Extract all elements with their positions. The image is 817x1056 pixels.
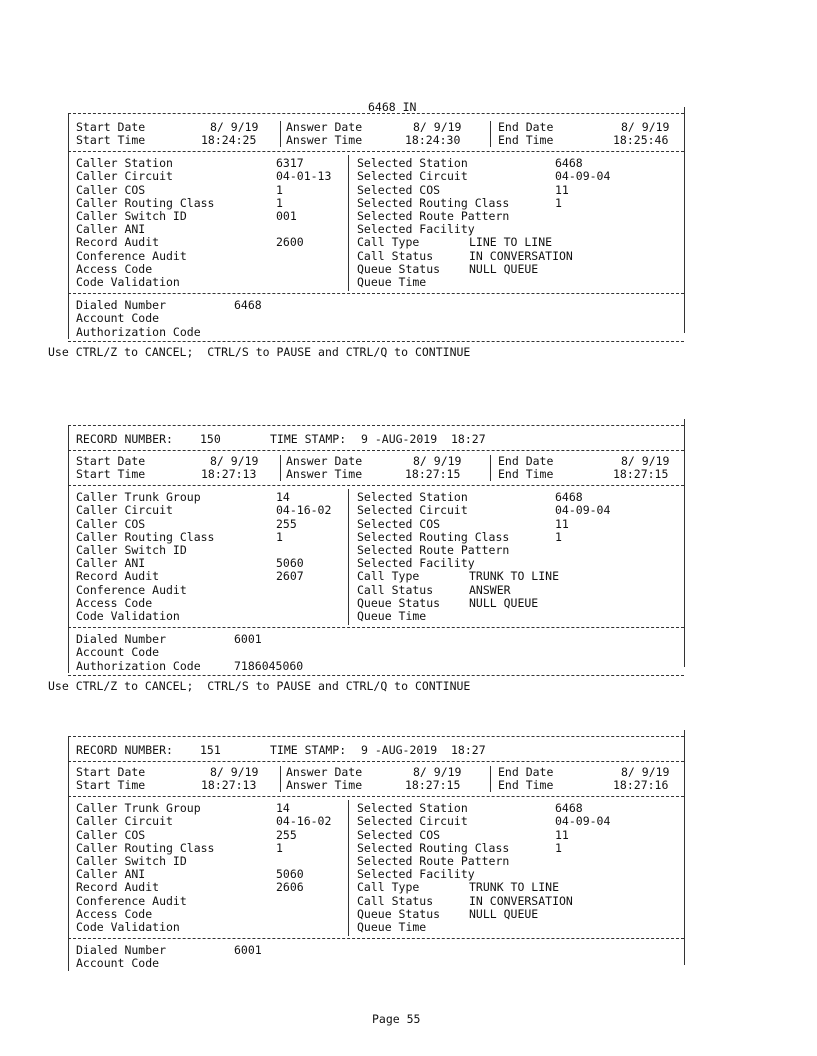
start-date: 8/ 9/19 [210,454,259,468]
date-divider [280,121,281,147]
datetime-divider [68,485,684,486]
selected-field-label: Call Type [357,569,420,584]
answer-time-label: Answer Time [286,467,363,482]
page-number: Page 55 [372,1012,421,1026]
caller-field-value: 001 [276,209,297,223]
selected-field-value: 1 [555,195,562,210]
caller-field-label: Caller Routing Class [76,195,215,210]
record-header-divider [68,450,684,451]
caller-field-label: Caller Circuit [76,169,173,184]
bottom-field-value: 6001 [234,632,262,647]
selected-field-label: Selected COS [357,827,441,842]
end-date: 8/ 9/19 [621,454,670,468]
selected-field-label: Selected Station [357,490,468,505]
caller-field-value: 5060 [276,556,304,571]
selected-field-label: Queue Status [357,261,441,276]
record-left-border [68,113,69,339]
record-number-label: RECORD NUMBER: [76,432,173,446]
caller-field-label: Caller Station [76,156,173,171]
record-number-label: RECORD NUMBER: [76,743,173,757]
caller-field-label: Caller Trunk Group [76,490,201,505]
bottom-field-value: 7186045060 [234,658,304,673]
date-divider [280,766,281,792]
continue-instructions: Use CTRL/Z to CANCEL; CTRL/S to PAUSE and CTRL/Q to CONTINUE [48,344,471,359]
answer-date: 8/ 9/19 [413,765,462,779]
start-date-label: Start Date [76,765,146,779]
selected-field-label: Selected Circuit [357,503,468,518]
selected-field-label: Selected COS [357,182,441,197]
caller-field-label: Code Validation [76,275,180,289]
end-date-label: End Date [498,454,554,468]
date-divider [490,766,491,792]
caller-field-value: 6317 [276,156,304,171]
selected-field-label: Selected Routing Class [357,195,510,210]
start-time: 18:27:13 [201,778,257,793]
caller-field-value: 04-16-02 [276,814,332,829]
end-time: 18:25:46 [613,133,669,148]
selected-field-label: Selected Route Pattern [357,209,510,223]
caller-field-value: 255 [276,516,297,531]
column-divider [348,489,349,625]
end-time-label: End Time [498,467,554,482]
column-divider [348,155,349,291]
selected-field-value: 1 [555,529,562,544]
answer-time: 18:27:15 [405,778,461,793]
bottom-field-value: 6468 [234,298,262,313]
time-stamp-label: TIME STAMP: [270,432,347,446]
end-time: 18:27:16 [613,778,669,793]
datetime-divider [68,151,684,152]
record-left-border [68,425,69,673]
selected-field-label: Selected Circuit [357,814,468,829]
selected-field-label: Queue Time [357,609,427,623]
caller-field-label: Caller ANI [76,556,146,571]
caller-field-value: 04-01-13 [276,169,332,184]
record-right-border [684,419,685,667]
time-stamp: 9 -AUG-2019 18:27 [361,432,486,446]
selected-field-label: Queue Time [357,275,427,289]
caller-field-label: Caller Circuit [76,814,173,829]
selected-field-value: 11 [555,516,569,531]
caller-field-value: 2606 [276,880,304,895]
selected-field-label: Selected Routing Class [357,529,510,544]
end-time-label: End Time [498,133,554,148]
selected-field-label: Call Status [357,248,434,263]
answer-date-label: Answer Date [286,765,363,779]
start-time: 18:27:13 [201,467,257,482]
end-date-label: End Date [498,765,554,779]
selected-field-value: 11 [555,182,569,197]
bottom-field-value: 6001 [234,943,262,958]
bottom-field-label: Account Code [76,645,160,660]
selected-field-label: Queue Time [357,920,427,934]
selected-field-label: Selected Facility [357,867,475,882]
date-divider [280,455,281,481]
caller-field-label: Caller Circuit [76,503,173,518]
column-divider [348,800,349,936]
bottom-field-label: Dialed Number [76,298,167,313]
caller-field-label: Caller Switch ID [76,543,187,557]
caller-field-label: Caller Routing Class [76,529,215,544]
caller-field-label: Record Audit [76,569,160,584]
record-right-border [684,107,685,333]
start-date: 8/ 9/19 [210,765,259,779]
selected-field-value: NULL QUEUE [469,906,539,921]
record-bottom-border [68,675,684,676]
selected-field-label: Queue Status [357,595,441,610]
caller-field-label: Access Code [76,261,153,276]
selected-field-value: 6468 [555,490,583,505]
detail-divider [68,627,684,628]
record-header-divider [68,761,684,762]
answer-date: 8/ 9/19 [413,454,462,468]
answer-time-label: Answer Time [286,133,363,148]
selected-field-label: Call Type [357,880,420,895]
start-date-label: Start Date [76,454,146,468]
detail-divider [68,293,684,294]
caller-field-label: Conference Audit [76,248,187,263]
selected-field-value: 6468 [555,801,583,816]
selected-field-value: NULL QUEUE [469,595,539,610]
continue-instructions: Use CTRL/Z to CANCEL; CTRL/S to PAUSE and CTRL/Q to CONTINUE [48,678,471,693]
start-time: 18:24:25 [201,133,257,148]
record-top-border [68,736,684,737]
caller-field-label: Caller Switch ID [76,854,187,868]
selected-field-label: Selected Circuit [357,169,468,184]
caller-field-value: 1 [276,529,283,544]
record-top-border [68,425,684,426]
selected-field-label: Selected Station [357,801,468,816]
caller-field-label: Caller ANI [76,867,146,882]
caller-field-value: 255 [276,827,297,842]
caller-field-label: Code Validation [76,609,180,623]
selected-field-label: Call Status [357,893,434,908]
caller-field-label: Caller Trunk Group [76,801,201,816]
start-date-label: Start Date [76,120,146,134]
selected-field-label: Selected Route Pattern [357,543,510,557]
selected-field-value: TRUNK TO LINE [469,569,560,584]
end-date-label: End Date [498,120,554,134]
caller-field-value: 04-16-02 [276,503,332,518]
date-divider [490,121,491,147]
detail-divider [68,938,684,939]
selected-field-value: 04-09-04 [555,814,611,829]
record-bottom-border [68,341,684,342]
caller-field-value: 14 [276,490,290,505]
date-divider [490,455,491,481]
selected-field-value: LINE TO LINE [469,235,553,250]
start-time-label: Start Time [76,133,146,148]
caller-field-value: 14 [276,801,290,816]
datetime-divider [68,796,684,797]
selected-field-value: IN CONVERSATION [469,893,573,908]
end-time: 18:27:15 [613,467,669,482]
time-stamp: 9 -AUG-2019 18:27 [361,743,486,757]
selected-field-value: 6468 [555,156,583,171]
answer-time: 18:24:30 [405,133,461,148]
selected-field-value: 04-09-04 [555,503,611,518]
bottom-field-label: Dialed Number [76,943,167,958]
selected-field-value: 04-09-04 [555,169,611,184]
caller-field-label: Caller ANI [76,222,146,237]
selected-field-label: Queue Status [357,906,441,921]
selected-field-label: Selected Facility [357,556,475,571]
page-title: 6468 IN [368,100,417,114]
caller-field-label: Conference Audit [76,893,187,908]
caller-field-value: 1 [276,840,283,855]
selected-field-value: NULL QUEUE [469,261,539,276]
bottom-field-label: Authorization Code [76,658,201,673]
selected-field-label: Selected Routing Class [357,840,510,855]
caller-field-value: 2607 [276,569,304,584]
selected-field-label: Selected Facility [357,222,475,237]
selected-field-value: TRUNK TO LINE [469,880,560,895]
caller-field-value: 2600 [276,235,304,250]
answer-date: 8/ 9/19 [413,120,462,134]
start-time-label: Start Time [76,467,146,482]
time-stamp-label: TIME STAMP: [270,743,347,757]
caller-field-label: Caller Switch ID [76,209,187,223]
bottom-field-label: Account Code [76,311,160,326]
caller-field-label: Caller Routing Class [76,840,215,855]
start-date: 8/ 9/19 [210,120,259,134]
answer-time: 18:27:15 [405,467,461,482]
bottom-field-label: Account Code [76,956,160,971]
record-right-border [684,730,685,965]
answer-date-label: Answer Date [286,454,363,468]
answer-time-label: Answer Time [286,778,363,793]
record-number: 151 [200,743,221,757]
caller-field-label: Caller COS [76,827,146,842]
caller-field-label: Record Audit [76,235,160,250]
end-date: 8/ 9/19 [621,765,670,779]
end-time-label: End Time [498,778,554,793]
selected-field-value: ANSWER [469,582,511,597]
selected-field-value: 11 [555,827,569,842]
caller-field-value: 1 [276,182,283,197]
caller-field-value: 5060 [276,867,304,882]
caller-field-label: Caller COS [76,516,146,531]
record-number: 150 [200,432,221,446]
caller-field-label: Conference Audit [76,582,187,597]
bottom-field-label: Authorization Code [76,324,201,339]
bottom-field-label: Dialed Number [76,632,167,647]
selected-field-value: 1 [555,840,562,855]
start-time-label: Start Time [76,778,146,793]
end-date: 8/ 9/19 [621,120,670,134]
caller-field-label: Caller COS [76,182,146,197]
selected-field-label: Selected COS [357,516,441,531]
selected-field-label: Selected Station [357,156,468,171]
selected-field-label: Call Status [357,582,434,597]
selected-field-value: IN CONVERSATION [469,248,573,263]
record-left-border [68,736,69,971]
caller-field-label: Code Validation [76,920,180,934]
selected-field-label: Selected Route Pattern [357,854,510,868]
caller-field-label: Record Audit [76,880,160,895]
caller-field-label: Access Code [76,906,153,921]
caller-field-label: Access Code [76,595,153,610]
selected-field-label: Call Type [357,235,420,250]
answer-date-label: Answer Date [286,120,363,134]
caller-field-value: 1 [276,195,283,210]
record-top-border [68,113,684,114]
